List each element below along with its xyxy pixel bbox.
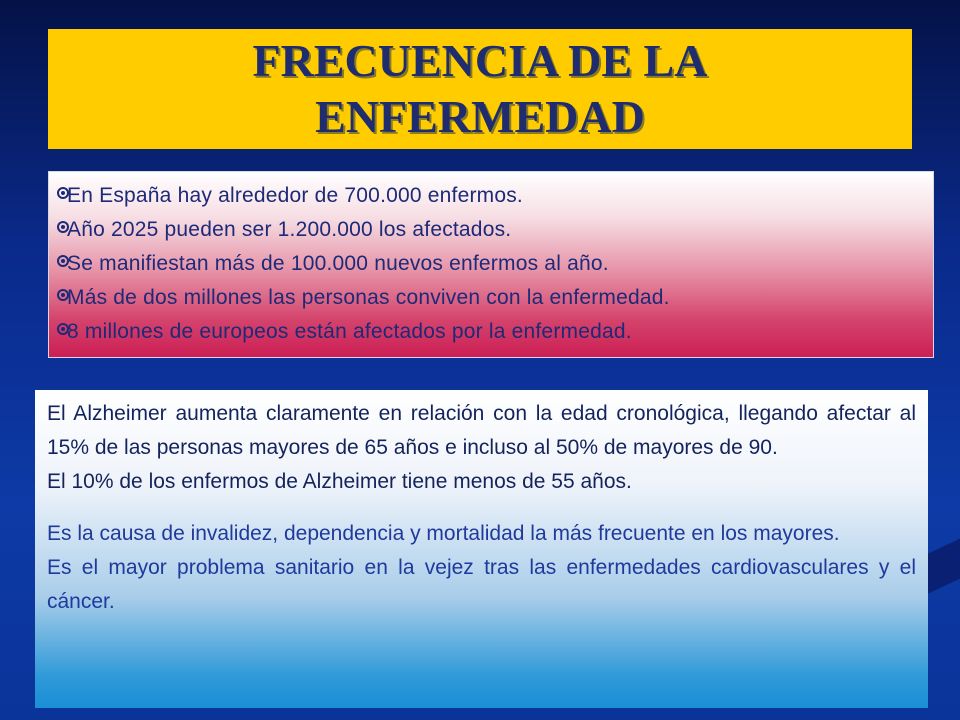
fact-text: Más de dos millones las personas conviven con la enfermedad. xyxy=(67,286,670,309)
slide-title xyxy=(253,33,708,145)
circle-dot-bullet-icon xyxy=(57,255,69,267)
circle-dot-bullet-icon xyxy=(57,289,69,301)
fact-text: Año 2025 pueden ser 1.200.000 los afectados. xyxy=(67,218,512,241)
info-paragraph-cause: Es la causa de invalidez, dependencia y mortalidad la más frecuente en los mayores. xyxy=(47,522,840,545)
fact-text: En España hay alrededor de 700.000 enfermos. xyxy=(67,184,523,207)
info-paragraph-age: El Alzheimer aumenta claramente en relación con la edad cronológica, llegando afectar al 15% de las personas mayores de 65 años e incluso al 50% de mayores de 90. xyxy=(47,402,916,459)
title-line-2: ENFERMEDAD xyxy=(315,91,645,142)
fact-item xyxy=(57,213,933,247)
info-paragraph-young: El 10% de los enfermos de Alzheimer tiene menos de 55 años. xyxy=(47,470,632,493)
title-banner xyxy=(48,29,912,149)
facts-box xyxy=(48,171,934,358)
circle-dot-bullet-icon xyxy=(57,221,69,233)
fact-item xyxy=(57,247,933,281)
fact-text: 8 millones de europeos están afectados por la enfermedad. xyxy=(67,320,632,343)
circle-dot-bullet-icon xyxy=(57,187,69,199)
fact-item xyxy=(57,179,933,213)
fact-text: Se manifiestan más de 100.000 nuevos enfermos al año. xyxy=(67,252,609,275)
fact-item xyxy=(57,315,933,349)
circle-dot-bullet-icon xyxy=(57,323,69,335)
info-paragraph-problem: Es el mayor problema sanitario en la vejez tras las enfermedades cardiovasculares y el cáncer. xyxy=(47,556,916,613)
info-box xyxy=(35,390,928,708)
fact-item xyxy=(57,281,933,315)
title-line-1: FRECUENCIA DE LA xyxy=(252,35,708,86)
paragraph-spacer xyxy=(47,499,916,517)
